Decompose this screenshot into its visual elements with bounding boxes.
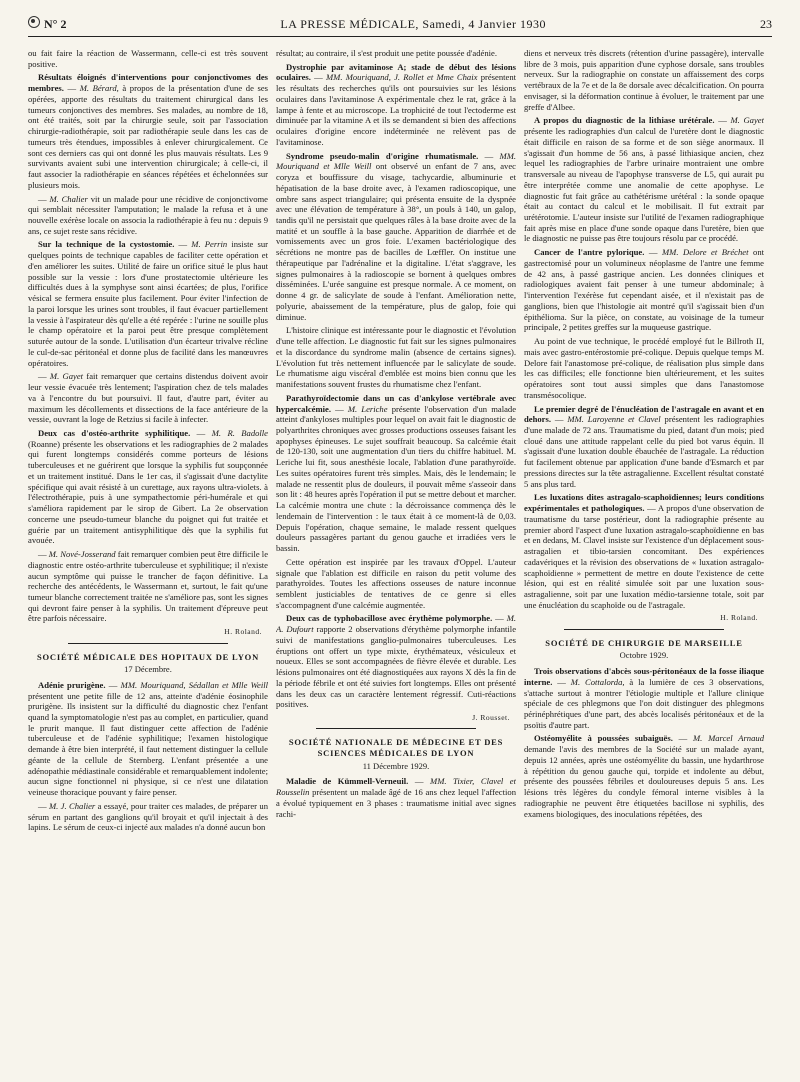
article-text: à propos de la présentation d'une de ses opérées, apporte des résultats du traitement chirurgical dans les tumeurs conjonctives des membres. Ses malades, au nombre de 18, ont été traités, soit par la chirurgie seule, soit par l'association chirurgie-radiothérapie, soit par radiothérapie seule dans les cas de tumeurs très étendues, impossibles à enlever chirurgicalement. Ce sont ces derniers cas qui ont donné les plus mauvais résultats. Les 9 survivants avaient subi une intervention chirurgicale; à celle-ci, il faut associer la radiothérapie en séances répétées et échelonnées sur plusieurs mois. [28, 83, 268, 190]
article-author: M. Bérard, [79, 83, 119, 94]
article-text: fait remarquer que certains distendus doivent avoir leur vessie évacuée très lentement; l'aspiration chez de tels malades va à l'encontre du but poursuivi. Il faut, d'autre part, éviter au maximum les décollements et dissections de la face antérieure de la vessie, ouvrant la loge de Retzius si facile à infecter. [28, 371, 268, 425]
article-title: Syndrome pseudo-malin d'origine rhumatismale. [286, 150, 479, 161]
article-text: fait remarquer combien peut être difficile le diagnostic entre ostéo-arthrite tuberculeuse et syphilitique; il n'existe aucun symptôme qui puisse le trancher de façon définitive. La recherche des antécédents, le Wassermann et, surtout, le fait qu'une tumeur blanche correctement traitée ne s'améliore pas, sont les signes qui devront faire penser à la syphilis. Un traitement d'épreuve peut être parfois nécessaire. [28, 549, 268, 624]
article-title: Résultats éloignés d'interventions pour conjonctivomes des membres. [28, 72, 268, 94]
paragraph: Cette opération est inspirée par les travaux d'Oppel. L'auteur signale que l'ablation est difficile en raison du petit volume des parathyroïdes. Toutes les affections osseuses de nature inconnue semblent justiciables de tentatives de ce genre si elles s'accompagnent d'une calcémie augmentée. [276, 556, 516, 610]
article-title: Deux cas d'ostéo-arthrite syphilitique. [38, 427, 191, 438]
article-author: MM. Mouriquand et Mlle Weill [276, 150, 516, 172]
paragraph: L'histoire clinique est intéressante pour le diagnostic et l'évolution d'une telle affection. Le diagnostic fut fait sur les signes pulmonaires et la discordance du syndrome malin (absence de certains signes). L'évolution fut très nettement influencée par le salicylate de soude. Le rhumatisme aigu viscéral d'emblée est moins bien connu que les manifestations souvent frustes du rhumatisme chez l'enfant. [276, 325, 516, 390]
article-author: M. Cottalorda, [570, 676, 625, 687]
article-text: présentent un malade âgé de 16 ans chez lequel l'affection a évolué typiquement en 3 phases : traumatisme initial avec signes rachi- [276, 787, 516, 819]
article-author: M. Nové-Josserand [48, 549, 116, 560]
column-2 [276, 48, 516, 1058]
column-3 [524, 48, 764, 1058]
article-text: ont gastrectomisé pour un volumineux néoplasme de l'antre une femme de 42 ans, à passé gastrique ancien. Les données cliniques et radiologiques avaient fait penser à une tumeur abdominale; à l'intervention l'exérèse fut cependant aisée, et il n'existait pas de ganglions, bien que l'histologie ait montré qu'il s'agissait bien d'un épithélioma. Sur la pièce, on constate, au voisinage de la tumeur principale, 2 petites greffes sur la muqueuse gastrique. [524, 247, 764, 333]
article-title: Parathyroïdectomie dans un cas d'ankylose vertébrale avec hypercalcémie. [276, 392, 516, 414]
article-title: Les luxations dites astragalo-scaphoïdiennes; leurs conditions expérimentales et pathologiques. [524, 492, 764, 514]
article: Parathyroïdectomie dans un cas d'ankylose vertébrale avec hypercalcémie. — M. Leriche présente l'observation d'un malade atteint d'ankyloses multiples pour lequel on avait fait le diagnostic de polyarthrites chroniques avec grosses productions osseuses faisant les apophyses épineuses. Le sujet souffrait beaucoup. Sa calcémie était de 120-130, soit une augmentation d'un tiers du chiffre habituel. M. Leriche lui fit, sous anesthésie locale, l'ablation d'une parathyroïde. Les suites opératoires furent très simples. Mais, dès le lendemain; le malade ne ressentit plus de douleurs, il pouvait même s'asseoir dans son lit : 48 heures après l'opération il put se mettre debout et marcher. La calcémie montra une chute : la décroissance commença dès le lendemain de l'intervention : le taux était à ce moment-là de 0,03. Depuis l'opération, chaque semaine, le malade ressent quelques douleurs passagères partant du genou gauche et irradiées vers le bassin. [276, 392, 516, 554]
article-title: Trois observations d'abcès sous-péritonéaux de la fosse iliaque interne. [524, 666, 764, 687]
society-date: 17 Décembre. [124, 664, 172, 675]
article-text: a essayé, pour traiter ces malades, de préparer un sérum en partant des ganglions qu'il broyait et qu'il injectait à des lapins. Le sérum de ceux-ci injecté aux malades n'a donné aucun bon [28, 800, 268, 833]
issue-label [28, 16, 66, 32]
article-text: A propos d'une observation de traumatisme du tarse postérieur, dont la radiographie présente au premier abord l'aspect d'une luxation astragalo-scaphoïdienne en bas et en dedans, M. Clavel insiste sur l'existence d'un déplacement sous-astragalien et tibio-tarsien concomitant. Des expériences cadavériques et la révision des observations de « luxation astragalo-scaphoïdienne » permettent de mettre en doute l'existence de cette lésion, qui est en réalité simulée soit par une luxation sous-astragalienne, soit par une luxation médio-tarsienne totale, soit par une énucléation du scaphoïde ou de l'astragale. [524, 503, 764, 610]
article-author: M. Marcel Arnaud [693, 733, 764, 744]
article-author: M. R. Badolle [211, 427, 268, 438]
article-title: Cancer de l'antre pylorique. [534, 247, 645, 258]
article: Adénie prurigène. — MM. Mouriquand, Sédallan et Mlle Weill présentent une petite fille de 12 ans, atteinte d'adénie éosinophile prurigène. Ils insistent sur la difficulté du diagnostic chez l'enfant quand la symptomatologie n'est pas au complet, en particulier, quand le prurit manque. Il faut distinguer cette affection de l'adénie tuberculeuse et de l'adénie syphilitique; l'examen histologique demande à être bien interprété, il faut nettement distinguer la cellule géante de la cellule de Sternberg. L'enfant présentée a une adénopathie médiastinale considérable et remarquablement indolente; aucun signe fonctionnel ni physique, si ce n'est une dilatation veineuse thoracique pouvant y faire penser. [28, 679, 268, 798]
article-author: MM. Laroyenne et Clavel [567, 414, 661, 425]
article-author: MM. Mouriquand, J. Rollet et Mme Chaix [326, 72, 478, 83]
article: Sur la technique de la cystostomie. — M. Perrin insiste sur quelques points de technique capables de faciliter cette opération et d'en améliorer les suites. Utilité de faire un orifice situé le plus haut possible sur la vessie : lors d'une prostatectomie ultérieure les difficultés dues à la symphyse sont ainsi écartées; de plus, l'orifice vésical se fermera ensuite plus facilement. Pour éviter l'infection de la paroi lorsque les urines sont troubles, il faut évacuer partiellement la vessie à l'aspirateur dès qu'elle a été repérée : l'urine ne souille plus le champ opératoire et la paroi peut être presque complètement suturée autour de la sonde. L'utilisation d'un écarteur trivalve récline le cul-de-sac péritonéal et donne plus de facilité dans les manœuvres opératoires. [28, 239, 268, 368]
article: — M. Chalier vit un malade pour une récidive de conjonctivome qui semblait nécessiter l'amputation; le malade la refusa et à une nouvelle exérèse locale on associa la radiothérapie à feu nu : depuis 9 ans, ce sujet reste sans récidive. [28, 193, 268, 236]
divider [316, 728, 476, 729]
article-text: présentent une petite fille de 12 ans, atteinte d'adénie éosinophile prurigène. Ils insistent sur la difficulté du diagnostic chez l'enfant quand la symptomatologie n'est pas au complet, en particulier, quand le prurit manque. Il faut distinguer cette affection de l'adénie tuberculeuse et de l'adénie syphilitique; l'examen histologique demande à être bien interprété, il faut nettement distinguer la cellule géante de la cellule de Sternberg. L'enfant présentée a une adénopathie médiastinale considérable et remarquablement indolente; aucun signe fonctionnel ni physique, si ce n'est une dilatation veineuse thoracique pouvant y faire penser. [28, 690, 268, 798]
article-author: M. Leriche [347, 403, 388, 414]
article-title: Ostéomyélite à poussées subaiguës. [534, 733, 673, 744]
article-text: présente l'observation d'un malade atteint d'ankyloses multiples pour lequel on avait fait le diagnostic de polyarthrites chroniques avec grosses productions osseuses faisant les apophyses épineuses. Le sujet souffrait beaucoup. Sa calcémie était de 120-130, soit une augmentation d'un tiers du chiffre habituel. M. Leriche lui fit, sous anesthésie locale, l'ablation d'une parathyroïde. Les suites opératoires furent très simples. Mais, dès le lendemain; le malade ne ressentit plus de douleurs, il pouvait même s'asseoir dans son lit : 48 heures après l'opération il put se mettre debout et marcher. La calcémie montra une chute : la décroissance commença dès le lendemain de l'intervention : le taux était à ce moment-là de 0,03. Depuis l'opération, chaque semaine, le malade ressent quelques douleurs passagères partant du genou gauche et irradiées vers le bassin. [276, 403, 516, 554]
article: Ostéomyélite à poussées subaiguës. — M. Marcel Arnaud demande l'avis des membres de la Société sur un malade ayant, depuis 12 années, après une ostéomyélite du bassin, une hydarthrose à répétition du genou gauche qui, torpide et indolente au début, présente des poussées fébriles et douloureuses depuis 5 ans. Les lésions très légères du condyle fémoral interne visibles à la radiographie ne peuvent être étiquetées bacillose ni syphilis, des examens biologiques, des inoculations répétées, des [524, 733, 764, 819]
issue-number: N° 2 [44, 17, 67, 31]
article-title: Dystrophie par avitaminose A; stade de début des lésions oculaires. [276, 61, 516, 83]
article: Maladie de Kümmell-Verneuil. — MM. Tixier, Clavel et Rousselin présentent un malade âgé de 16 ans chez lequel l'affection a évolué typiquement en 3 phases : traumatisme initial avec signes rachi- [276, 776, 516, 819]
society-heading: SOCIÉTÉ DE CHIRURGIE DE MARSEILLE [545, 637, 743, 648]
paragraph: Au point de vue technique, le procédé employé fut le Billroth II, mais avec gastro-entérostomie pré-colique. Depuis quelque temps M. Delore fait l'anastomose pré-colique, de réalisation plus simple dans les cas difficiles; elle fonctionne bien ultérieurement, et les suites opératoires sont tout aussi simples que dans l'anastomose transmésocolique. [524, 336, 764, 400]
divider [564, 629, 724, 630]
article-author: M. Gayet [730, 115, 764, 126]
article-author: M. J. Chalier [48, 800, 96, 811]
article-title: Maladie de Kümmell-Verneuil. [286, 776, 409, 787]
columns [28, 48, 772, 1058]
page-header [28, 16, 772, 37]
article-title: Adénie prurigène. [38, 679, 106, 690]
article-text: (Roanne) présente les observations et les radiographies de 2 malades qui furent longtemps considérés comme porteurs de lésions tuberculeuses et ne guérirent que lorsque la syphilis fut soupçonnée et un traitement institué. Dans le 1er cas, il s'agissait d'une dactylite spécifique qui avait résisté à un curettage, aux rayons ultra-violets. à l'électrothérapie, puis à une sympathectomie péri-humérale et qui s'améliora rapidement par le sirop de Gibert. La 2e observation concerne une pseudo-tumeur blanche du poignet qui fut traitée et guérie par un traitement antisyphilitique dès que la syphilis fut avouée. [28, 438, 268, 546]
article: — M. J. Chalier a essayé, pour traiter ces malades, de préparer un sérum en partant des ganglions qu'il broyait et qu'il injectait à des lapins. Le sérum de ceux-ci injecté aux malades n'a donné aucun bon [28, 800, 268, 833]
article: A propos du diagnostic de la lithiase urétérale. — M. Gayet présente les radiographies d'un calcul de l'uretère dont le diagnostic était difficile en raison de sa forme et de son siège anormaux. Il s'agissait d'un homme de 56 ans, à passé lithiasique ancien, chez lequel les radiographies de l'arbre urinaire montraient une ombre transversale au niveau de l'apophyse transverse de L5, qui aurait pu être interprétée comme une anomalie de cette apophyse. Le diagnostic fut fait grâce au cathétérisme urétéral : la sonde opaque était au contact du calcul et le mobilisait. Il fut extrait par urétérotomie. L'auteur insiste sur l'utilité de l'examen radiographique fait après mise en place d'une sonde opaque dans l'uretère, bien que le diagnostic ne puisse pas être toujours résolu par ce procédé. [524, 115, 764, 244]
journal-title: LA PRESSE MÉDICALE, Samedi, 4 Janvier 1930 [280, 17, 547, 31]
article-author: MM. Delore et Bréchet [662, 247, 749, 258]
ornament-icon [28, 16, 40, 28]
article-title: Deux cas de typhobacillose avec érythème polymorphe. [286, 613, 493, 624]
paragraph: ou fait faire la réaction de Wassermann, celle-ci est très souvent positive. [28, 48, 268, 69]
article-author: MM. Mouriquand, Sédallan et Mlle Weill [120, 679, 268, 690]
article-text: rapporte 2 observations d'érythème polymorphe infantile suivi de manifestations ganglio-pulmonaires tuberculeuses. Les éruptions ont offert un type mixte, érythémateux, vésiculeux et noueux. Elles se sont accompagnées de fièvre élevée et durable. Les lésions pulmonaires ont été diagnostiquées aux rayons X dès la fin de la période fébrile et ont été suivies fort longtemps. Elles ont présenté dans les deux cas un caractère lentement régressif. Cuti-réactions positives. [276, 624, 516, 710]
article-text: à la lumière de ces 3 observations, s'attache surtout à montrer l'étiologie multiple et l'allure clinique spéciale de ces phlegmons que l'on doit distinguer des phlegmons périnéphrétiques d'une part, des abcès localisés péritonéaux et de la psoïtis d'autre part. [524, 676, 764, 730]
article-text: demande l'avis des membres de la Société sur un malade ayant, depuis 12 années, après une ostéomyélite du bassin, une hydarthrose à répétition du genou gauche qui, torpide et indolente au début, présente des poussées fébriles et douloureuses depuis 5 ans. Les lésions très légères du condyle fémoral interne visibles à la radiographie ne peuvent être étiquetées bacillose ni syphilis, des examens biologiques, des inoculations répétées, des [524, 744, 764, 819]
article-author: M. Chalier [49, 193, 88, 204]
article-author: M. A. Dufourt [276, 613, 516, 635]
society-heading: SOCIÉTÉ MÉDICALE DES HOPITAUX DE LYON [36, 651, 260, 662]
article: Les luxations dites astragalo-scaphoïdiennes; leurs conditions expérimentales et pathologiques. — A propos d'une observation de traumatisme du tarse postérieur, dont la radiographie présente au premier abord l'aspect d'une luxation astragalo-scaphoïdienne en bas et en dedans, M. Clavel insiste sur l'existence d'un déplacement sous-astragalien et tibio-tarsien concomitant. Des expériences cadavériques et la révision des observations de « luxation astragalo-scaphoïdienne » permettent de mettre en doute l'existence de cette lésion, qui est en réalité simulée soit par une luxation sous-astragalienne, soit par une luxation médio-tarsienne totale, soit par une énucléation du scaphoïde ou de l'astragale. [524, 492, 764, 610]
article-text: vit un malade pour une récidive de conjonctivome qui semblait nécessiter l'amputation; le malade la refusa et à une nouvelle exérèse locale on associa la radiothérapie à feu nu : depuis 9 ans, ce sujet reste sans récidive. [28, 193, 268, 236]
article-title: Le premier degré de l'énucléation de l'astragale en avant et en dehors. [524, 403, 764, 425]
article: Cancer de l'antre pylorique. — MM. Delore et Bréchet ont gastrectomisé pour un volumineux néoplasme de l'antre une femme de 42 ans, à passé gastrique ancien. Les données cliniques et radiologiques avaient fait penser à une tumeur abdominale; à l'intervention l'exérèse fut cependant aisée, et il n'existait pas de ganglions, bien que l'histologie ait montré qu'il s'agissait bien d'un épithélioma. Sur la pièce, on constate, au voisinage de la tumeur principale, 2 petites greffes sur la muqueuse gastrique. [524, 247, 764, 333]
article: — M. Gayet fait remarquer que certains distendus doivent avoir leur vessie évacuée très lentement; l'aspiration chez de tels malades va à l'encontre du but poursuivi. Il faut, d'autre part, éviter au maximum les décollements et dissections de la face antérieure de la vessie, ouvrant la loge de Retzius si facile à infecter. [28, 371, 268, 425]
divider [68, 643, 228, 644]
article: Le premier degré de l'énucléation de l'astragale en avant et en dehors. — MM. Laroyenne et Clavel présentent les radiographies d'une malade de 72 ans. Traumatisme du pied, datant d'un mois; pied cloué dans une attitude rappelant celle du pied bot varus équin. Il s'agissait d'une luxation double ébauchée de l'astragale. La réduction fut facilement obtenue par application d'une bande d'Esmarch et par pressions directes sur la tête astragalienne. Excellent résultat constaté 5 ans plus tard. [524, 403, 764, 489]
article: Résultats éloignés d'interventions pour conjonctivomes des membres. — M. Bérard, à propos de la présentation d'une de ses opérées, apporte des résultats du traitement chirurgical dans les tumeurs conjonctives des membres. Ses malades, au nombre de 18, ont été traités, soit par la chirurgie seule, soit par l'association chirurgie-radiothérapie, soit par radiothérapie seule dans les cas de tumeurs très étendues, impossibles à enlever chirurgicalement. Ce sont ces derniers cas qui ont donné les plus mauvais résultats. Les 9 survivants avaient subi une intervention chirurgicale; à celle-ci, il faut associer la radiothérapie en séances répétées et échelonnées sur plusieurs mois. [28, 72, 268, 190]
article-author: M. Perrin [191, 239, 228, 250]
article-author: M. Gayet [49, 371, 84, 382]
article-title: Sur la technique de la cystostomie. [38, 239, 175, 250]
article-text: ont observé un enfant de 7 ans, avec coryza et bouffissure du visage, tachycardie, albuminurie et hépatisation de la base droite avec, à l'examen radioscopique, une ombre sans aspect triangulaire; qui présenta ensuite de la dyspnée avec une élévation de température à 38°, un pouls à 140, un galop, tandis qu'il ne persistait que quelques râles à la base droite avec de la matité et un souffle à la base gauche. Apparition de diarrhée et de vomissements avec un gros foie. L'examen bactériologique des sécrétions ne montre pas de bacilles de Lœffler. On institue une thérapeutique par l'adrénaline et la digitaline. L'état s'aggrave, les signes pulmonaires à la radioscopie se bornent à quelques ombres disséminées. L'urée sanguine est presque normale. A ce moment, on donne 4 gr. de salicylate de soude à l'enfant. Amélioration nette, polyurie, abaissement de la température, plus de galop, foie qui diminue. [276, 161, 516, 322]
signature: J. Rousset. [472, 713, 510, 723]
article: Trois observations d'abcès sous-péritonéaux de la fosse iliaque interne. — M. Cottalorda, à la lumière de ces 3 observations, s'attache surtout à montrer l'étiologie multiple et l'allure clinique spéciale de ces phlegmons que l'on doit distinguer des phlegmons périnéphrétiques d'une part, des abcès localisés péritonéaux et de la psoïtis d'autre part. [524, 666, 764, 730]
paragraph: diens et nerveux très discrets (rétention d'urine passagère), intervalle libre de 3 mois, puis apparition d'une cyphose dorsale, sans troubles nerveux. Sur la radiographie on constate un affaissement des corps vertébraux de la 7e et de la 8e dorsale avec décalcification. On pourra envisager, si la déformation continue à évoluer, le traitement par une greffe d'Albee. [524, 48, 764, 112]
article-text: présentent les résultats des recherches qu'ils ont poursuivies sur les lésions oculaires dans l'avitaminose A expérimentale chez le rat, grâce à la lampe à fente et au microscope. La trophicité de tout l'ectoderme est diminuée par la vitamine A et ils se demandent si bien des affections oculaires d'origine encore indéterminée ne relèvent pas de l'avitaminose. [276, 72, 516, 147]
column-1 [28, 48, 268, 1058]
article: Dystrophie par avitaminose A; stade de début des lésions oculaires. — MM. Mouriquand, J. Rollet et Mme Chaix présentent les résultats des recherches qu'ils ont poursuivies sur les lésions oculaires dans l'avitaminose A expérimentale chez le rat, grâce à la lampe à fente et au microscope. La trophicité de tout l'ectoderme est diminuée par la vitamine A et ils se demandent si bien des affections oculaires d'origine encore indéterminée ne relèvent pas de l'avitaminose. [276, 61, 516, 147]
article-text: présentent les radiographies d'une malade de 72 ans. Traumatisme du pied, datant d'un mois; pied cloué dans une attitude rappelant celle du pied bot varus équin. Il s'agissait d'une luxation double ébauchée de l'astragale. La réduction fut facilement obtenue par application d'une bande d'Esmarch et par pressions directes sur la tête astragalienne. Excellent résultat constaté 5 ans plus tard. [524, 414, 764, 489]
article: Deux cas de typhobacillose avec érythème polymorphe. — M. A. Dufourt rapporte 2 observations d'érythème polymorphe infantile suivi de manifestations ganglio-pulmonaires tuberculeuses. Les éruptions ont offert un type mixte, érythémateux, vésiculeux et noueux. Elles se sont accompagnées de fièvre élevée et durable. Les lésions pulmonaires ont été diagnostiquées aux rayons X dès la fin de la période fébrile et ont été suivies fort longtemps. Elles ont présenté dans les deux cas un caractère lentement régressif. Cuti-réactions positives. [276, 613, 516, 710]
article-author: MM. Tixier, Clavel et Rousselin [276, 776, 516, 798]
article-title: A propos du diagnostic de la lithiase urétérale. [534, 115, 715, 126]
article-text: présente les radiographies d'un calcul de l'uretère dont le diagnostic était difficile en raison de sa forme et de son siège anormaux. Il s'agissait d'un homme de 56 ans, à passé lithiasique ancien, chez lequel les radiographies de l'arbre urinaire montraient une ombre transversale au niveau de l'apophyse transverse de L5, qui aurait pu être interprétée comme une anomalie de cette apophyse. Le diagnostic fut fait grâce au cathétérisme urétéral : la sonde opaque était au contact du calcul et le mobilisait. Il fut extrait par urétérotomie. L'auteur insiste sur l'utilité de l'examen radiographique fait après mise en place d'une sonde opaque dans l'uretère, bien que le diagnostic ne puisse pas être toujours résolu par ce procédé. [524, 126, 764, 244]
article-text: insiste sur quelques points de technique capables de faciliter cette opération et d'en améliorer les suites. Utilité de faire un orifice situé le plus haut possible sur la vessie : lors d'une prostatectomie ultérieure les difficultés dues à la symphyse sont ainsi écartées; de plus, l'orifice vésical se fermera ensuite plus facilement. Pour éviter l'infection de la paroi lorsque les urines sont troubles, il faut évacuer partiellement la vessie à l'aspirateur dès qu'elle a été repérée : l'urine ne souille plus le champ opératoire et la paroi peut être presque complètement suturée autour de la sonde. L'utilisation d'un écarteur trivalve récline le cul-de-sac péritonéal et donne plus de facilité dans les manœuvres opératoires. [28, 239, 268, 368]
signature: H. Roland. [720, 613, 758, 623]
signature: H. Roland. [224, 627, 262, 637]
society-date: 11 Décembre 1929. [362, 760, 430, 771]
page-number: 23 [759, 17, 772, 31]
article: Deux cas d'ostéo-arthrite syphilitique. — M. R. Badolle (Roanne) présente les observations et les radiographies de 2 malades qui furent longtemps considérés comme porteurs de lésions tuberculeuses et ne guérirent que lorsque la syphilis fut soupçonnée et un traitement institué. Dans le 1er cas, il s'agissait d'une dactylite spécifique qui avait résisté à un curettage, aux rayons ultra-violets. à l'électrothérapie, puis à une sympathectomie péri-humérale et qui s'améliora rapidement par le sirop de Gibert. La 2e observation concerne une pseudo-tumeur blanche du poignet qui fut traitée et guérie par un traitement antisyphilitique dès que la syphilis fut avouée. [28, 427, 268, 546]
society-heading: SOCIÉTÉ NATIONALE DE MÉDECINE ET DES SCIENCES MÉDICALES DE LYON [288, 737, 504, 759]
society-date: Octobre 1929. [619, 650, 669, 661]
article: Syndrome pseudo-malin d'origine rhumatismale. — MM. Mouriquand et Mlle Weill ont observé un enfant de 7 ans, avec coryza et bouffissure du visage, tachycardie, albuminurie et hépatisation de la base droite avec, à l'examen radioscopique, une ombre sans aspect triangulaire; qui présenta ensuite de la dyspnée avec une élévation de température à 38°, un pouls à 140, un galop, tandis qu'il ne persistait que quelques râles à la base droite avec de la matité et un souffle à la base gauche. Apparition de diarrhée et de vomissements avec un gros foie. L'examen bactériologique des sécrétions ne montre pas de bacilles de Lœffler. On institue une thérapeutique par l'adrénaline et la digitaline. L'état s'aggrave, les signes pulmonaires à la radioscopie se bornent à quelques ombres disséminées. L'urée sanguine est presque normale. A ce moment, on donne 4 gr. de salicylate de soude à l'enfant. Amélioration nette, polyurie, abaissement de la température, plus de galop, foie qui diminue. [276, 150, 516, 322]
article: — M. Nové-Josserand fait remarquer combien peut être difficile le diagnostic entre ostéo-arthrite tuberculeuse et syphilitique; il n'existe aucun symptôme qui puisse le trancher de façon définitive. La recherche des antécédents, le Wassermann et, surtout, le fait qu'une tumeur blanche correctement traitée ne s'améliore pas, sont les signes qui devront faire penser à la syphilis. Un traitement d'épreuve peut être parfois nécessaire. [28, 549, 268, 624]
paragraph: résultat; au contraire, il s'est produit une petite poussée d'adénie. [276, 48, 497, 58]
